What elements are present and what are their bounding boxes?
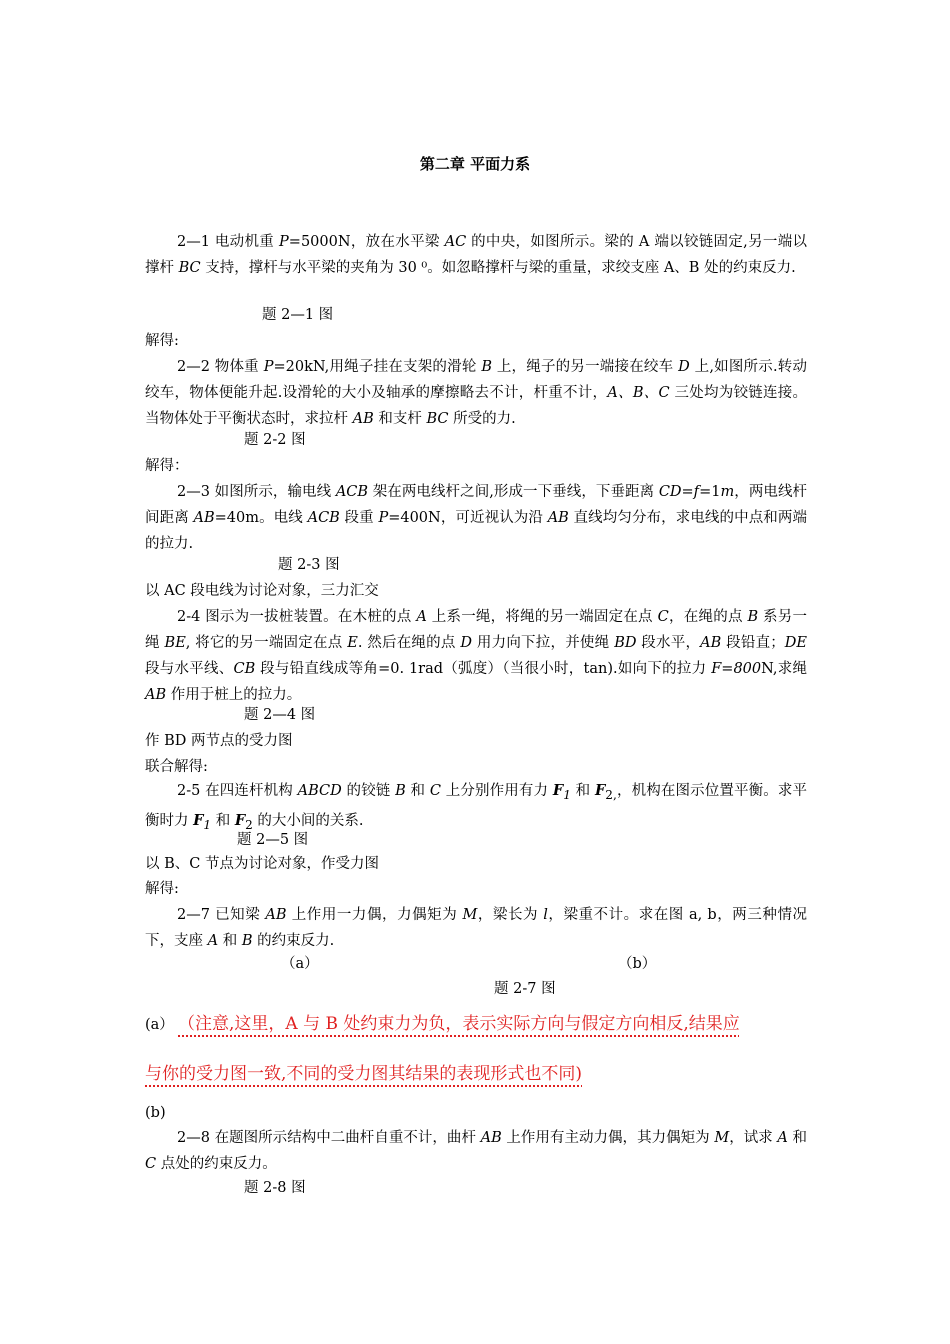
subfigure-label-b: （b） [618, 956, 657, 972]
figure-caption-2-2: 题 2-2 图 [244, 432, 306, 448]
problem-2-1: 2—1 电动机重 P=5000N，放在水平梁 AC 的中央，如图所示。梁的 A 端以铰链固定,另一端以撑杆 BC 支持，撑杆与水平梁的夹角为 30 ⁰。如忽略撑杆与梁的重量，求绞支座 A、B 处的约束反力. [145, 234, 808, 276]
correction-note-line2: 与你的受力图一致,不同的受力图其结果的表现形式也不同) [145, 1064, 583, 1084]
solution-label: 解得: [145, 881, 179, 897]
figure-caption-2-8: 题 2-8 图 [244, 1180, 306, 1196]
problem-2-4: 2-4 图示为一拔桩装置。在木桩的点 A 上系一绳，将绳的另一端固定在点 C，在绳的点 B 系另一绳 BE, 将它的另一端固定在点 E. 然后在绳的点 D 用力向下拉，并使绳 BD 段水平，AB 段铅直；DE 段与水平线、CB 段与铅直线成等角=0. 1rad（弧度）（当很小时，tan).如向下的拉力 F=800N,求绳 AB 作用于桩上的拉力。 [145, 609, 808, 703]
correction-note-line1: （注意,这里，A 与 B 处约束力为负，表示实际方向与假定方向相反,结果应 [178, 1014, 740, 1034]
subfigure-label-a: （a） [281, 956, 319, 972]
problem-2-5: 2-5 在四连杆机构 ABCD 的铰链 B 和 C 上分别作用有力 $F_1$ 和 $F_{2,}$，机构在图示位置平衡。求平衡时力 $F_1$ 和 $F_2$ 的大小间的关系. [145, 782, 808, 832]
problem-2-7: 2—7 已知梁 AB 上作用一力偶，力偶矩为 M，梁长为 l，梁重不计。求在图 a, b，两三种情况下，支座 A 和 B 的约束反力. [145, 907, 808, 949]
chapter-title: 第二章 平面力系 [419, 155, 531, 173]
figure-caption-2-7: 题 2-7 图 [494, 981, 556, 997]
figure-caption-2-1: 题 2—1 图 [262, 307, 334, 323]
note-b-label: (b) [145, 1105, 166, 1121]
figure-caption-2-5: 题 2—5 图 [237, 832, 309, 848]
solution-label: 解得： [145, 458, 189, 474]
figure-caption-2-4: 题 2—4 图 [244, 707, 316, 723]
solution-label: 联合解得: [145, 759, 208, 775]
problem-2-8: 2—8 在题图所示结构中二曲杆自重不计，曲杆 AB 上作用有主动力偶，其力偶矩为 M，试求 A 和 C 点处的约束反力。 [145, 1130, 808, 1172]
solution-text: 作 BD 两节点的受力图 [145, 733, 293, 749]
figure-caption-2-3: 题 2-3 图 [278, 557, 340, 573]
solution-text: 以 B、C 节点为讨论对象，作受力图 [145, 856, 379, 872]
note-a-prefix: (a） [145, 1017, 174, 1033]
solution-text: 以 AC 段电线为讨论对象，三力汇交 [145, 583, 379, 599]
problem-2-3: 2—3 如图所示，输电线 ACB 架在两电线杆之间,形成一下垂线，下垂距离 CD=f=1m，两电线杆间距离 AB=40m。电线 ACB 段重 P=400N，可近视认为沿 AB 直线均匀分布，求电线的中点和两端的拉力. [145, 484, 808, 552]
problem-2-2: 2—2 物体重 P=20kN,用绳子挂在支架的滑轮 B 上，绳子的另一端接在绞车 D 上,如图所示.转动绞车，物体便能升起.设滑轮的大小及轴承的摩擦略去不计，杆重不计，A、B、C 三处均为铰链连接。当物体处于平衡状态时，求拉杆 AB 和支杆 BC 所受的力. [145, 359, 808, 427]
solution-label: 解得: [145, 333, 179, 349]
